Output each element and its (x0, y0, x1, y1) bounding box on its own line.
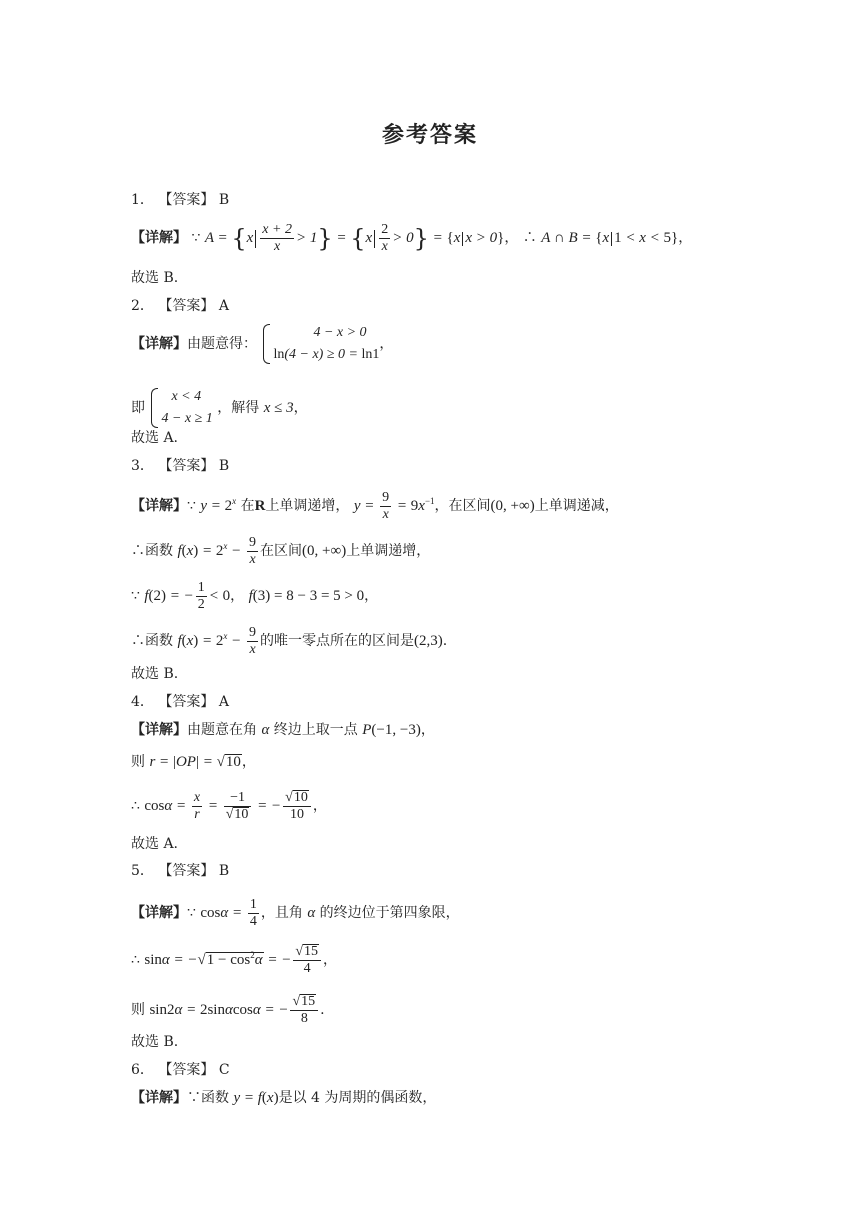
q1-detail-line: 【详解】 ∵ A = {x $\frac{x + 2}{x}$ > 1} = {x $\frac{2}{x}$ > 0} = {x x > 0}， ∴ A ∩ B = {x 1 < x < 5}， (131, 222, 693, 254)
q1-formula: A = {x $\frac{x + 2}{x}$ > 1} = {x $\frac{2}{x}$ > 0} = {x x > 0} (204, 222, 505, 254)
q1-therefore: ∴ (522, 229, 537, 246)
q3-number: 3． (131, 458, 154, 474)
q1-answer-label: 【答案】 (158, 192, 215, 208)
q4-answer-value: A (218, 694, 229, 710)
q6-answer-label: 【答案】 (158, 1062, 215, 1078)
q4-conclusion: 故选 A. (131, 836, 179, 852)
q5-detail-line-1: 【详解】∵ cosα = $\frac{1}{4}$ ，且角 α 的终边位于第四象限， (131, 897, 460, 929)
q4-number: 4． (131, 694, 154, 710)
q1-answer-line (131, 190, 229, 210)
q6-answer-value: C (218, 1062, 230, 1078)
q1-answer-value: B (218, 192, 230, 208)
page-title: 参考答案 (381, 123, 478, 148)
q5-detail-label: 【详解】 (131, 904, 187, 921)
q1-conclusion: 故选 B. (131, 270, 179, 286)
q6-number: 6． (131, 1062, 154, 1078)
q6-detail-line-1: 【详解】∵函数 y = f(x)是以 4 为周期的偶函数， (131, 1090, 437, 1106)
q3-conclusion: 故选 B. (131, 666, 179, 682)
q2-number: 2． (131, 298, 154, 314)
q5-answer-line (131, 861, 229, 881)
q1-detail-label: 【详解】 (131, 229, 187, 246)
q2-then-line: 即 x < 4 4 − x ≥ 1 ，解得 x ≤ 3， (131, 386, 308, 430)
q2-detail-label: 【详解】 (131, 336, 187, 352)
q4-detail-line-2: 则 r = |OP| = √10， (131, 754, 256, 770)
q2-conclusion: 故选 A. (131, 430, 179, 446)
q3-answer-label: 【答案】 (158, 458, 215, 474)
q5-conclusion: 故选 B. (131, 1034, 179, 1050)
q3-detail-line-3: ∵ f(2) = − $\frac{1}{2}$ < 0， f(3) = 8 − 3 = 5 > 0， (131, 580, 379, 612)
q5-detail-line-2: ∴ $\sin\alpha = -√1 - \cos^2\alpha$ = − $\frac{√15}{4}$ ， (131, 944, 338, 976)
q6-detail-label: 【详解】 (131, 1090, 187, 1106)
q3-detail-line-2: ∴函数 $f(x) = 2^x$ − $\frac{9}{x}$ 在区间(0, +∞)上单调递增， (131, 535, 431, 567)
q3-detail-line-1: 【详解】∵ $y = 2^x$ 在R上单调递增， y = $\frac{9}{x}$ = $9x^{-1}$，在区间(0, +∞)上单调递减， (131, 490, 619, 522)
q5-detail-line-3: 则 sin2α = 2sinαcosα = − $\frac{√15}{8}$ . (131, 994, 325, 1026)
q4-answer-line (131, 692, 229, 712)
q4-answer-label: 【答案】 (158, 694, 215, 710)
q2-detail-line: 【详解】由题意得： 4 − x > 0 ln(4 − x) ≥ 0 = ln1 ， (131, 322, 393, 366)
q3-detail-line-4: ∴函数 $f(x) = 2^x$ − $\frac{9}{x}$ 的唯一零点所在的区间是(2,3). (131, 625, 448, 657)
q1-number: 1． (131, 192, 154, 208)
q5-number: 5． (131, 863, 154, 879)
q2-system-2: x < 4 4 − x ≥ 1 (149, 386, 212, 430)
q2-system: 4 − x > 0 ln(4 − x) ≥ 0 = ln1 (261, 322, 379, 366)
q2-then: 即 (131, 400, 145, 416)
q4-detail-label: 【详解】 (131, 722, 187, 738)
q6-answer-line (131, 1060, 230, 1080)
q2-answer-line (131, 296, 229, 316)
q5-answer-value: B (218, 863, 230, 879)
q3-answer-value: B (218, 458, 230, 474)
q3-detail-label: 【详解】 (131, 497, 187, 514)
q3-answer-line (131, 456, 229, 476)
q5-answer-label: 【答案】 (158, 863, 215, 879)
q4-detail-line-3: ∴ cosα = $\frac{x}{r}$ = $\frac{-1}{√10}$ = − $\frac{√10}{10}$ ， (131, 790, 327, 822)
q2-answer-label: 【答案】 (158, 298, 215, 314)
q1-because: ∵ (191, 229, 201, 246)
q1-intersection: A ∩ B = {x 1 < x < 5} (541, 229, 679, 246)
q2-solve: ，解得 (217, 400, 260, 416)
q4-detail-line-1: 【详解】由题意在角 α 终边上取一点 P(−1, −3)， (131, 722, 435, 738)
q2-result: x ≤ 3 (263, 400, 294, 416)
q2-answer-value: A (218, 298, 229, 314)
q2-lead: 由题意得： (187, 336, 257, 352)
